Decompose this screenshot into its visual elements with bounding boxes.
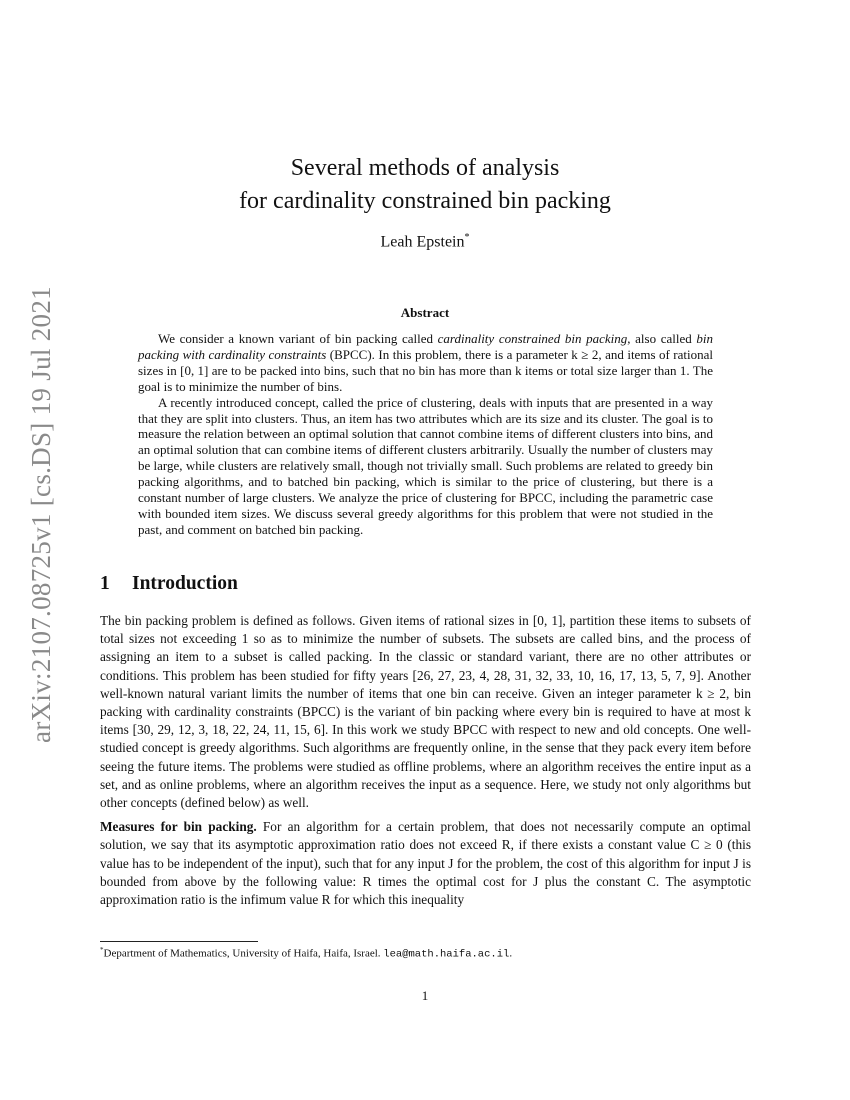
abstract-heading: Abstract (400, 305, 450, 320)
title-line-2: for cardinality constrained bin packing (239, 188, 611, 214)
body-paragraph: The bin packing problem is defined as follows. Given items of rational sizes in [0, 1], partition these items to subsets of total sizes not exceeding 1 so as to minimize the number of subsets. The subsets are called bins, and the process of assigning an item to a subset is called packing. In the classic or standard variant, there are no other attributes or conditions. This problem has been studied for fifty years [26, 27, 23, 4, 28, 31, 32, 33, 10, 16, 17, 13, 5, 7, 9]. Another well-known natural variant limits the number of items that one bin can receive. Given an integer parameter k ≥ 2, bin packing with cardinality constraints (BPCC) is the variant of bin packing where every bin is required to have at most k items [30, 29, 12, 3, 18, 22, 24, 11, 15, 6]. In this work we study BPCC with respect to new and old concepts. One well-studied concept is greedy algorithms. Such algorithms are frequently online, in the sense that they pack every item before seeing the future items. The problems were studied as offline problems, where an algorithm receives the entire input as a set, and as online problems, where an algorithm receives the input as a sequence. Here, we study not only algorithms but other concepts (defined below) as well. (100, 613, 751, 811)
section-title: Introduction (132, 573, 238, 594)
paper-title (100, 152, 750, 218)
emphasis: cardinality constrained bin packing (437, 331, 628, 346)
footnote-mark: * (100, 946, 104, 954)
footnote: *Department of Mathematics, University of Haifa, Haifa, Israel. lea@math.haifa.ac.il. (100, 946, 513, 961)
paragraph-runin-heading: Measures for bin packing. (100, 819, 257, 835)
footnote-divider (100, 941, 258, 942)
author-name: Leah Epstein (380, 233, 465, 251)
arxiv-sidebar (20, 278, 62, 750)
body-paragraph: Measures for bin packing. For an algorithm for a certain problem, that does not necessarily compute an optimal solution, we say that its asymptotic approximation ratio does not exceed R, if there exists a constant value C ≥ 0 (this value has to be independent of the input), such that for any input J for the problem, the cost of this algorithm for input J is bounded from above by the following value: R times the optimal cost for J plus the constant C. The asymptotic approximation ratio is the infimum value R for which this inequality (100, 819, 751, 908)
abstract-paragraph: We consider a known variant of bin packing called cardinality constrained bin packing, also called bin packing with cardinality constraints (BPCC). In this problem, there is a parameter k ≥ 2, and items of rational sizes in [0, 1] are to be packed into bins, such that no bin has more than k items or total size larger than 1. The goal is to minimize the number of bins. (138, 331, 713, 394)
author-footnote-mark: * (464, 232, 470, 243)
section-number: 1 (100, 573, 110, 594)
page-number: 1 (421, 988, 429, 1003)
author-email: lea@math.haifa.ac.il (383, 948, 510, 961)
author-line (100, 232, 750, 251)
emphasis: bin packing with cardinality constraints (138, 331, 713, 362)
section-body (100, 612, 751, 909)
title-line-1: Several methods of analysis (290, 155, 560, 181)
abstract-body (138, 331, 713, 538)
section-heading (100, 573, 238, 595)
arxiv-identifier: arXiv:2107.08725v1 [cs.DS] 19 Jul 2021 (25, 285, 56, 743)
abstract-paragraph: A recently introduced concept, called the price of clustering, deals with inputs that are presented in a way that they are split into clusters. Thus, an item has two attributes which are its size and its cluster. The goal is to measure the relation between an optimal solution that cannot combine items of different clusters into bins, and an optimal solution that can combine items of different clusters arbitrarily. Usually the number of clusters may be large, while clusters are relatively small, though not trivially small. Such problems are related to greedy bin packing algorithms, and to batched bin packing, which is similar to the price of clustering, but there is a constant number of large clusters. We analyze the price of clustering for BPCC, including the parametric case with bounded item sizes. We discuss several greedy algorithms for this problem that were not studied in the past, and comment on batched bin packing. (138, 394, 713, 537)
